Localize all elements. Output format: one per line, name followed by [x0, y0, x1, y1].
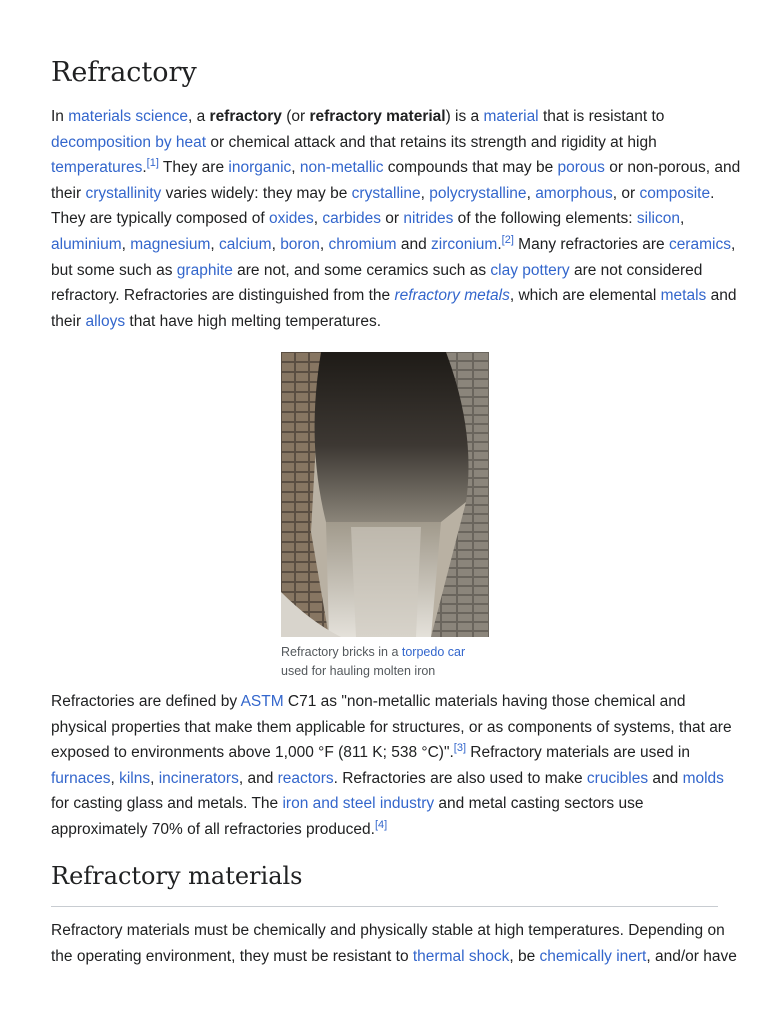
text: , which are elemental [509, 287, 661, 305]
intro-line [51, 283, 737, 309]
figure-caption [281, 643, 489, 681]
intro-line [51, 104, 718, 130]
text: , a [187, 108, 210, 125]
text: , [319, 235, 329, 253]
link-nitrides[interactable]: nitrides [403, 210, 454, 228]
link-carbides[interactable]: carbides [322, 210, 381, 228]
link-inorganic[interactable]: inorganic [228, 159, 292, 177]
refractory-bricks-photo[interactable] [281, 352, 489, 637]
intro-line [51, 155, 741, 181]
citation-3 [454, 742, 466, 754]
figure [281, 352, 489, 681]
link-amorphous[interactable]: amorphous [535, 184, 613, 202]
caption-line [281, 643, 489, 662]
link-crystallinity[interactable]: crystallinity [85, 184, 162, 202]
citation-link-2[interactable]: [2] [501, 233, 514, 246]
section-divider [51, 906, 718, 907]
text: In [51, 108, 69, 125]
para-line [51, 944, 737, 970]
para-line [51, 766, 724, 792]
text: compounds that may be [383, 159, 558, 177]
text: , and [238, 769, 278, 787]
link-materials-science[interactable]: materials science [68, 108, 188, 125]
citation-link-3[interactable]: [3] [453, 742, 466, 755]
text: , [730, 235, 736, 253]
link-clay-pottery[interactable]: clay pottery [490, 261, 570, 279]
text: their [51, 312, 86, 330]
section-heading-refractory-materials: Refractory materials [51, 862, 303, 890]
text: that have high melting temperatures. [125, 312, 382, 330]
intro-line [51, 130, 718, 156]
text: approximately 70% of all refractories produced. [51, 820, 375, 838]
text: , [420, 184, 430, 202]
link-boron[interactable]: boron [280, 235, 320, 253]
text: are not considered [569, 261, 703, 279]
text: , [150, 769, 159, 787]
link-alloys[interactable]: alloys [85, 312, 126, 330]
bold-term: refractory [209, 108, 282, 125]
text: varies widely: they may be [161, 184, 352, 202]
link-non-metallic[interactable]: non-metallic [299, 159, 384, 177]
link-crystalline[interactable]: crystalline [351, 184, 421, 202]
caption-line: used for hauling molten iron [281, 664, 436, 678]
text: Many refractories are [513, 235, 669, 253]
citation-link-4[interactable]: [4] [374, 818, 388, 831]
link-kilns[interactable]: kilns [119, 769, 151, 787]
link-temperatures[interactable]: temperatures [51, 159, 143, 177]
text: or chemical attack and that retains its strength and rigidity at high [206, 133, 657, 151]
text: Refractory materials are used in [466, 744, 690, 762]
text: (or [281, 108, 310, 125]
text: , [313, 210, 323, 228]
link-torpedo-car[interactable]: torpedo car [401, 645, 466, 659]
bold-term: refractory material [309, 108, 446, 125]
text: , [679, 210, 685, 228]
text: that is resistant to [538, 108, 665, 125]
text: They are [158, 159, 229, 177]
intro-paragraph [51, 104, 741, 334]
para-line [51, 689, 718, 715]
link-zirconium[interactable]: zirconium [431, 235, 498, 253]
link-porous[interactable]: porous [557, 159, 605, 177]
text: and [706, 287, 737, 305]
para-line [51, 791, 718, 817]
link-iron-and-steel-industry[interactable]: iron and steel industry [282, 795, 435, 813]
text: , [271, 235, 281, 253]
link-molds[interactable]: molds [682, 769, 724, 787]
intro-line [51, 309, 718, 335]
link-calcium[interactable]: calcium [219, 235, 272, 253]
text: their [51, 184, 86, 202]
para-line: Refractory materials must be chemically and physically stable at high temperatures. Depending on [51, 922, 725, 939]
para-line: physical properties that make them applicable for structures, or as components of systems, that are [51, 718, 732, 736]
text: ) is a [445, 108, 484, 125]
text: They are typically composed of [51, 210, 269, 228]
text: . [710, 184, 715, 202]
torpedo-car-interior-image [281, 352, 489, 637]
para-line [51, 817, 718, 843]
text: but some such as [51, 261, 177, 279]
link-reactors[interactable]: reactors [277, 769, 334, 787]
section-paragraph [51, 918, 737, 969]
text: . [142, 159, 147, 177]
text: , and/or have [646, 947, 737, 965]
link-polycrystalline[interactable]: polycrystalline [429, 184, 527, 202]
text: or [381, 210, 404, 228]
text: , [291, 159, 300, 177]
para-line [51, 740, 718, 766]
text: and [648, 769, 683, 787]
link-furnaces[interactable]: furnaces [51, 769, 111, 787]
text: Refractories are defined by [51, 693, 241, 710]
caption-text: Refractory bricks in a [281, 645, 402, 659]
intro-line [51, 232, 736, 258]
link-material[interactable]: material [483, 108, 539, 125]
link-graphite[interactable]: graphite [176, 261, 233, 279]
text: , [110, 769, 120, 787]
definition-paragraph [51, 689, 732, 843]
link-magnesium[interactable]: magnesium [130, 235, 211, 253]
link-refractory-metals[interactable]: refractory metals [394, 287, 510, 305]
link-metals[interactable]: metals [660, 287, 707, 305]
link-crucibles[interactable]: crucibles [586, 769, 649, 787]
text: exposed to environments above 1,000 °F (811 K; 538 °C)". [51, 744, 454, 762]
link-thermal-shock[interactable]: thermal shock [412, 947, 510, 965]
text: and metal casting sectors use [434, 795, 644, 813]
link-astm[interactable]: ASTM [240, 693, 284, 710]
text: refractory. Refractories are distinguished from the [51, 287, 395, 305]
text: the operating environment, they must be resistant to [51, 947, 413, 965]
text: . Refractories are also used to make [333, 769, 587, 787]
text: , [526, 184, 536, 202]
citation-1 [147, 157, 159, 169]
link-decomposition-by-heat[interactable]: decomposition by heat [51, 133, 207, 151]
text: , be [509, 947, 540, 965]
text: , [210, 235, 220, 253]
intro-line [51, 206, 718, 232]
text: for casting glass and metals. The [51, 795, 283, 813]
link-oxides[interactable]: oxides [268, 210, 314, 228]
citation-link-1[interactable]: [1] [146, 157, 159, 170]
text: . [497, 235, 502, 253]
link-composite[interactable]: composite [639, 184, 711, 202]
text: and [396, 235, 431, 253]
text: are not, and some ceramics such as [232, 261, 491, 279]
link-silicon[interactable]: silicon [636, 210, 680, 228]
link-incinerators[interactable]: incinerators [158, 769, 239, 787]
link-chromium[interactable]: chromium [328, 235, 397, 253]
link-aluminium[interactable]: aluminium [51, 235, 122, 253]
intro-line [51, 181, 718, 207]
text: , [121, 235, 131, 253]
citation-2 [502, 234, 514, 246]
link-chemically-inert[interactable]: chemically inert [539, 947, 647, 965]
page-title: Refractory [51, 57, 197, 88]
citation-4 [375, 819, 387, 831]
link-ceramics[interactable]: ceramics [668, 235, 731, 253]
text: or non-porous, and [604, 159, 741, 177]
text: of the following elements: [453, 210, 637, 228]
text: , or [612, 184, 640, 202]
text: C71 as "non-metallic materials having those chemical and [283, 693, 686, 710]
intro-line [51, 258, 718, 284]
